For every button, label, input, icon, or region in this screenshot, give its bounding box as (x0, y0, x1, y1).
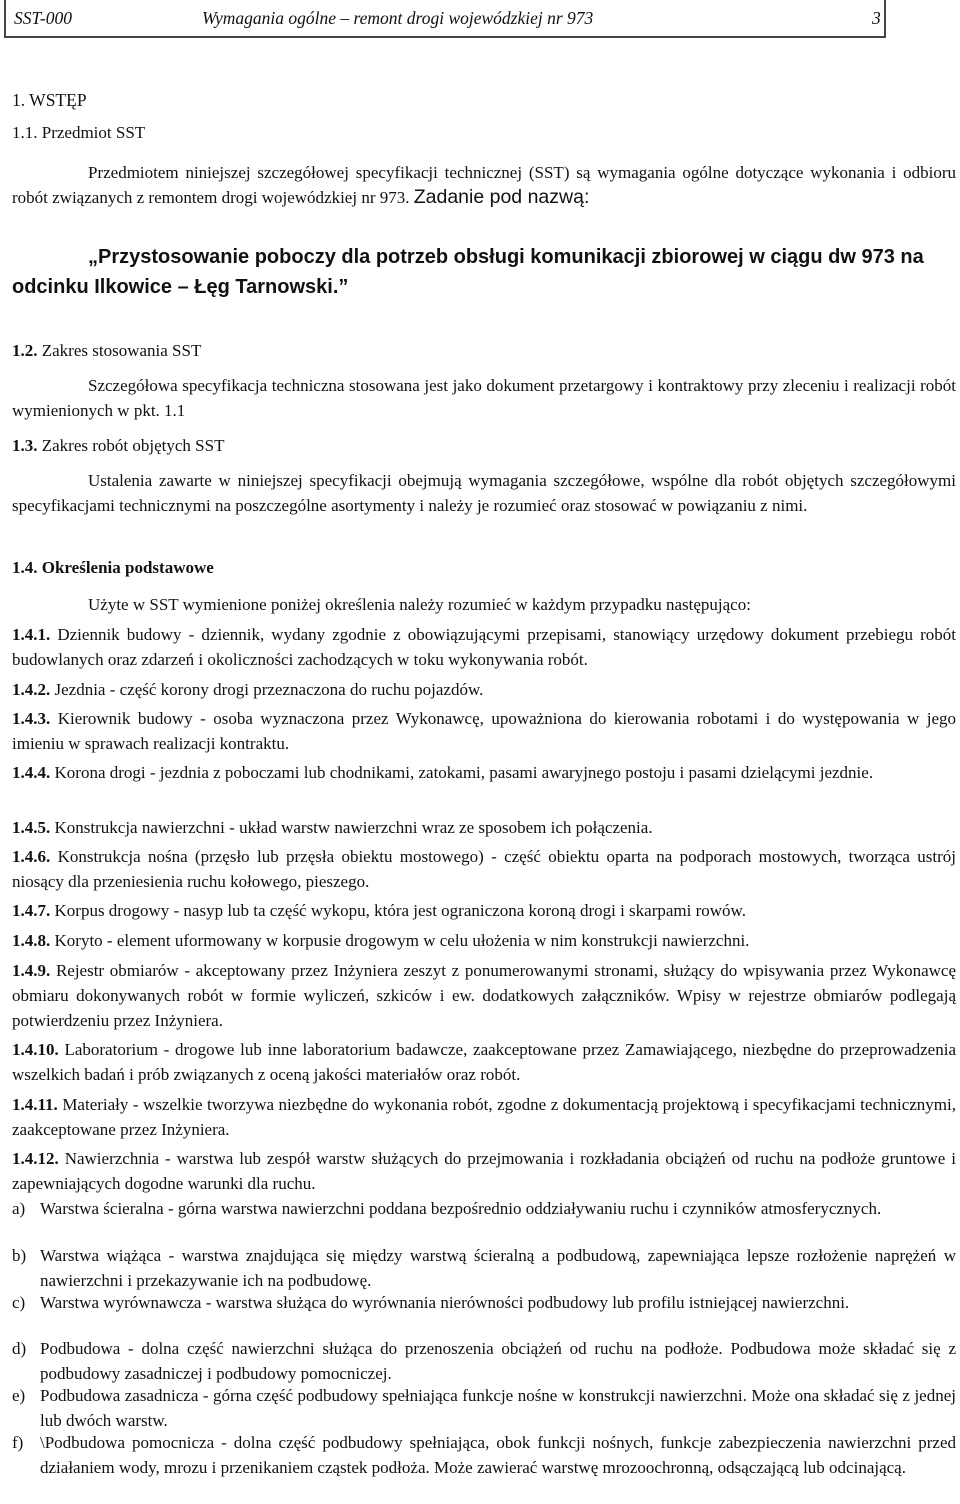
heading-text: Zakres robót objętych SST (41, 436, 225, 455)
heading-text: Określenia podstawowe (41, 558, 214, 577)
paragraph-1-1 (12, 160, 956, 210)
definition-number: 1.4.5. (12, 818, 51, 837)
definition-text: Korona drogi - jezdnia z poboczami lub chodnikami, zatokami, pasami awaryjnego postoju i pasami dzielącymi jezdnie. (54, 763, 874, 782)
definition-text: Konstrukcja nośna (przęsło lub przęsła obiektu mostowego) - część obiektu oparta na podporach mostowych, tworząca ustrój niosący dla przeniesienia ruchu kołowego, pieszego. (12, 847, 956, 891)
definition-number: 1.4.4. (12, 763, 51, 782)
definition-number: 1.4.9. (12, 961, 51, 980)
definition-item (12, 844, 956, 894)
definition-item (12, 928, 956, 953)
item-label: c) (12, 1293, 26, 1312)
definition-item (12, 898, 956, 923)
item-label: d) (12, 1339, 27, 1358)
paragraph-text: Przedmiotem niniejszej szczegółowej specyfikacji technicznej (SST) są wymagania ogólne dotyczące wykonania i odbioru robót związanych z remontem drogi wojewódzkiej nr 973. (12, 163, 956, 207)
definition-number: 1.4.6. (12, 847, 51, 866)
section-heading-1-3 (12, 433, 956, 458)
layer-item-b (12, 1243, 956, 1293)
definition-number: 1.4.10. (12, 1040, 59, 1059)
heading-number: 1.2. (12, 341, 38, 360)
definition-item (12, 1146, 956, 1196)
item-label: e) (12, 1386, 26, 1405)
definition-text: Nawierzchnia - warstwa lub zespół warstw służących do przejmowania i rozkładania obciążeń od ruchu na podłoże gruntowe i zapewniających dogodne warunki dla ruchu. (12, 1149, 957, 1193)
item-label: f) (12, 1433, 24, 1452)
document-code: SST-000 (14, 8, 73, 28)
page-number: 3 (872, 8, 881, 28)
layer-item-f (12, 1430, 956, 1480)
definition-text: Konstrukcja nawierzchni - układ warstw nawierzchni wraz ze sposobem ich połączenia. (54, 818, 653, 837)
layer-item-c (12, 1290, 956, 1315)
definition-item (12, 622, 956, 672)
definitions-intro: Użyte w SST wymienione poniżej określenia należy rozumieć w każdym przypadku następująco: (88, 595, 751, 614)
item-text: Warstwa ścieralna - górna warstwa nawierzchni poddana bezpośrednio oddziaływaniu ruchu i czynników atmosferycznych. (40, 1199, 882, 1218)
definition-number: 1.4.12. (12, 1149, 59, 1168)
layer-item-d (12, 1336, 956, 1386)
item-text: Podbudowa - dolna część nawierzchni służąca do przenoszenia obciążeń od ruchu na podłoże. Podbudowa może składać się z podbudowy zasadniczej i podbudowy pomocniczej. (40, 1339, 956, 1383)
definition-item (12, 1092, 956, 1142)
item-text: Warstwa wyrównawcza - warstwa służąca do wyrównania nierówności podbudowy lub profilu istniejącej nawierzchni. (40, 1293, 850, 1312)
definition-item (12, 1037, 956, 1087)
section-heading-1: 1. WSTĘP (12, 90, 87, 110)
paragraph-1-2: Szczegółowa specyfikacja techniczna stosowana jest jako dokument przetargowy i kontraktowy przy zleceniu i realizacji robót wymienionych w pkt. 1.1 (12, 376, 956, 420)
definition-text: Koryto - element uformowany w korpusie drogowym w celu ułożenia w nim konstrukcji nawierzchni. (54, 931, 750, 950)
definition-text: Korpus drogowy - nasyp lub ta część wykopu, która jest ograniczona koroną drogi i skarpami rowów. (54, 901, 746, 920)
document-title: Wymagania ogólne – remont drogi wojewódzkiej nr 973 (202, 8, 594, 28)
section-heading-1-2 (12, 338, 956, 363)
definition-item (12, 677, 956, 702)
definition-number: 1.4.2. (12, 680, 51, 699)
definition-item (12, 815, 956, 840)
definition-text: Laboratorium - drogowe lub inne laboratorium badawcze, zaakceptowane przez Zamawiającego, niezbędne do przeprowadzenia wszelkich badań i prób związanych z oceną jakości materiałów oraz robót. (12, 1040, 956, 1084)
definition-text: Materiały - wszelkie tworzywa niezbędne do wykonania robót, zgodne z dokumentacją projektową i specyfikacjami technicznymi, zaakceptowane przez Inżyniera. (12, 1095, 956, 1139)
item-text: Warstwa wiążąca - warstwa znajdująca się między warstwą ścieralną a podbudową, zapewniająca lepsze rozłożenie naprężeń w nawierzchni i przekazywanie ich na podbudowę. (40, 1246, 956, 1290)
heading-number: 1.3. (12, 436, 38, 455)
definition-number: 1.4.3. (12, 709, 51, 728)
heading-text: Przedmiot SST (41, 123, 146, 142)
definition-number: 1.4.7. (12, 901, 51, 920)
definition-number: 1.4.1. (12, 625, 51, 644)
definition-item (12, 706, 956, 756)
definition-text: Jezdnia - część korony drogi przeznaczona do ruchu pojazdów. (54, 680, 484, 699)
item-text: \Podbudowa pomocnicza - dolna część podbudowy spełniająca, obok funkcji nośnych, funkcje zabezpieczenia nawierzchni przed działaniem wody, mrozu i przenikaniem cząstek podłoża. Może zawierać warstwę mrozoochronną, odsączającą lub odcinającą. (40, 1433, 956, 1477)
definition-item (12, 958, 956, 1033)
paragraph-1-3: Ustalenia zawarte w niniejszej specyfikacji obejmują wymagania szczegółowe, wspólne dla robót objętych szczegółowymi specyfikacjami technicznymi na poszczególne asortymenty i należy je rozumieć oraz stosować w powiązaniu z nimi. (12, 471, 956, 515)
definition-text: Rejestr obmiarów - akceptowany przez Inżyniera zeszyt z ponumerowanymi stronami, służący do wpisywania przez Wykonawcę obmiaru dokonywanych robót w formie wyliczeń, szkiców i ew. dodatkowych załączników. Wpisy w rejestrze obmiarów podlegają potwierdzeniu przez Inżyniera. (12, 961, 956, 1030)
layer-item-a (12, 1196, 956, 1221)
heading-number: 1.1. (12, 123, 38, 142)
definition-number: 1.4.8. (12, 931, 51, 950)
section-heading-1-4 (12, 555, 956, 580)
item-text: Podbudowa zasadnicza - górna część podbudowy spełniająca funkcje nośne w konstrukcji nawierzchni. Może ona składać się z jednej lub dwóch warstw. (40, 1386, 956, 1430)
item-label: b) (12, 1246, 27, 1265)
page-header (4, 0, 886, 38)
definition-text: Dziennik budowy - dziennik, wydany zgodnie z obowiązującymi przepisami, stanowiący urzędowy dokument przebiegu robót budowlanych oraz zdarzeń i okoliczności zachodzących w toku wykonywania robót. (12, 625, 956, 669)
heading-number: 1.4. (12, 558, 38, 577)
task-name: „Przystosowanie poboczy dla potrzeb obsługi komunikacji zbiorowej w ciągu dw 973 na odcinku Ilkowice – Łęg Tarnowski.” (12, 246, 924, 298)
layer-item-e (12, 1383, 956, 1433)
item-label: a) (12, 1199, 26, 1218)
heading-text: Zakres stosowania SST (41, 341, 202, 360)
definition-number: 1.4.11. (12, 1095, 58, 1114)
definition-text: Kierownik budowy - osoba wyznaczona przez Wykonawcę, upoważniona do kierowania robotami i do występowania w jego imieniu w sprawach realizacji kontraktu. (12, 709, 956, 753)
section-heading-1-1 (12, 120, 956, 145)
definition-item (12, 760, 956, 785)
task-intro: Zadanie pod nazwą: (413, 186, 590, 208)
